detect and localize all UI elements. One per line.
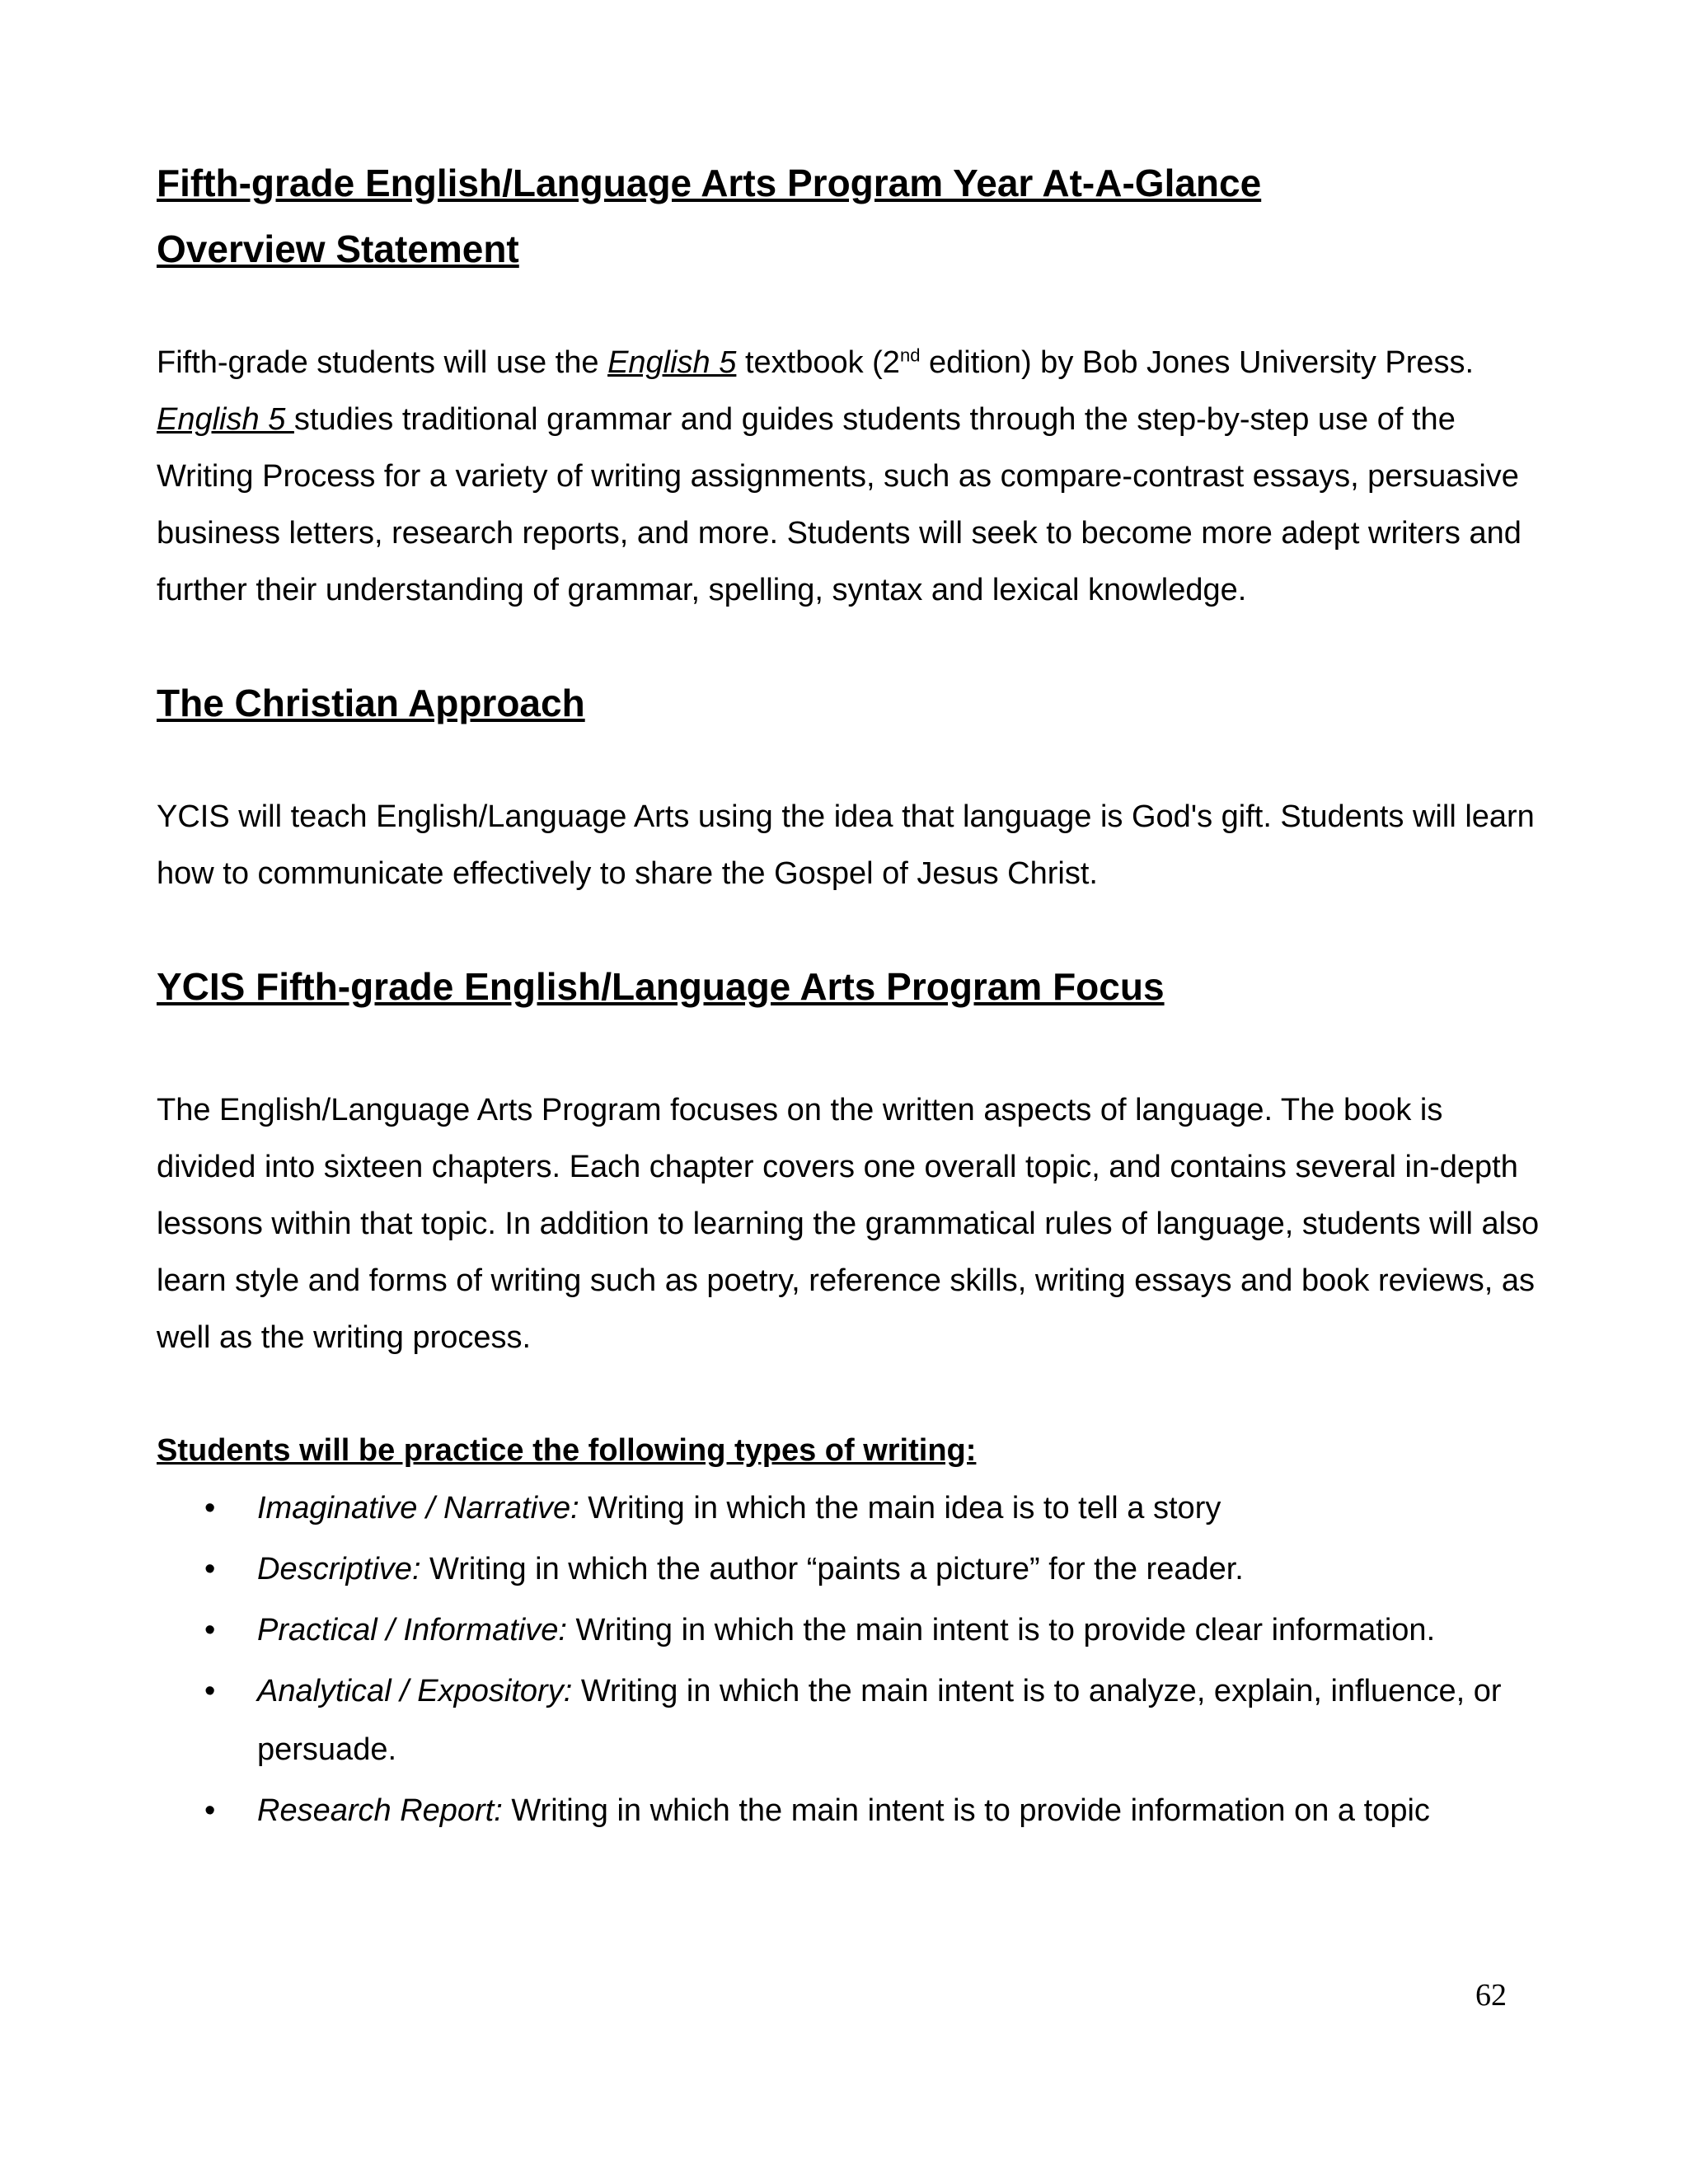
christian-approach-heading: The Christian Approach: [157, 682, 585, 724]
list-item: [157, 1601, 1541, 1660]
writing-type-desc: Writing in which the main idea is to tell a story: [579, 1491, 1221, 1526]
document-title: Fifth-grade English/Language Arts Program Year At-A-Glance: [157, 162, 1262, 204]
overview-text-1: Fifth-grade students will use the: [157, 345, 608, 380]
bullet-icon: •: [204, 1613, 216, 1647]
bullet-icon: •: [204, 1491, 216, 1526]
overview-text-3: edition) by Bob Jones University Press.: [920, 345, 1475, 380]
book-title: English 5: [607, 345, 737, 380]
bullet-icon: •: [204, 1674, 216, 1708]
overview-text-4: studies traditional grammar and guides students through the step-by-step use of the Writing Process for a variety of writing assignments, such as compare-contrast essays, persuasive business letters, research reports, and more. Students will seek to become more adept writers and further their understanding of grammar, spelling, syntax and lexical knowledge.: [157, 402, 1522, 607]
writing-types-list: [157, 1479, 1541, 1840]
writing-type-desc: Writing in which the main intent is to analyze, explain, influence, or persuade.: [257, 1674, 1502, 1767]
list-item: [157, 1540, 1541, 1599]
list-item: [157, 1479, 1541, 1538]
page-content: [157, 150, 1541, 1843]
program-focus-heading: YCIS Fifth-grade English/Language Arts Program Focus: [157, 965, 1165, 1008]
writing-type-term: Practical / Informative:: [257, 1613, 567, 1647]
writing-type-desc: Writing in which the main intent is to provide information on a topic: [502, 1793, 1430, 1828]
writing-type-term: Analytical / Expository:: [257, 1674, 573, 1708]
writing-type-desc: Writing in which the main intent is to provide clear information.: [566, 1613, 1436, 1647]
edition-superscript: nd: [899, 344, 921, 366]
overview-paragraph: [157, 335, 1541, 619]
writing-type-desc: Writing in which the author “paints a picture” for the reader.: [420, 1552, 1244, 1586]
overview-text-2: textbook (2: [736, 345, 900, 380]
writing-type-term: Imaginative / Narrative:: [257, 1491, 579, 1526]
bullet-icon: •: [204, 1552, 216, 1586]
list-item: [157, 1662, 1541, 1779]
bullet-icon: •: [204, 1793, 216, 1828]
writing-types-heading: Students will be practice the following types of writing:: [157, 1433, 977, 1468]
page-number: 62: [1475, 1978, 1507, 2013]
writing-type-term: Descriptive:: [257, 1552, 421, 1586]
overview-heading: Overview Statement: [157, 227, 519, 270]
book-title-2: English 5: [157, 402, 294, 437]
list-item: [157, 1782, 1541, 1840]
writing-type-term: Research Report:: [257, 1793, 503, 1828]
christian-approach-paragraph: YCIS will teach English/Language Arts using the idea that language is God's gift. Students will learn how to communicate effectively to share the Gospel of Jesus Christ.: [157, 799, 1535, 891]
program-focus-paragraph: The English/Language Arts Program focuses on the written aspects of language. The book is divided into sixteen chapters. Each chapter covers one overall topic, and contains several in-depth lessons within that topic. In addition to learning the grammatical rules of language, students will also learn style and forms of writing such as poetry, reference skills, writing essays and book reviews, as well as the writing process.: [157, 1093, 1540, 1355]
